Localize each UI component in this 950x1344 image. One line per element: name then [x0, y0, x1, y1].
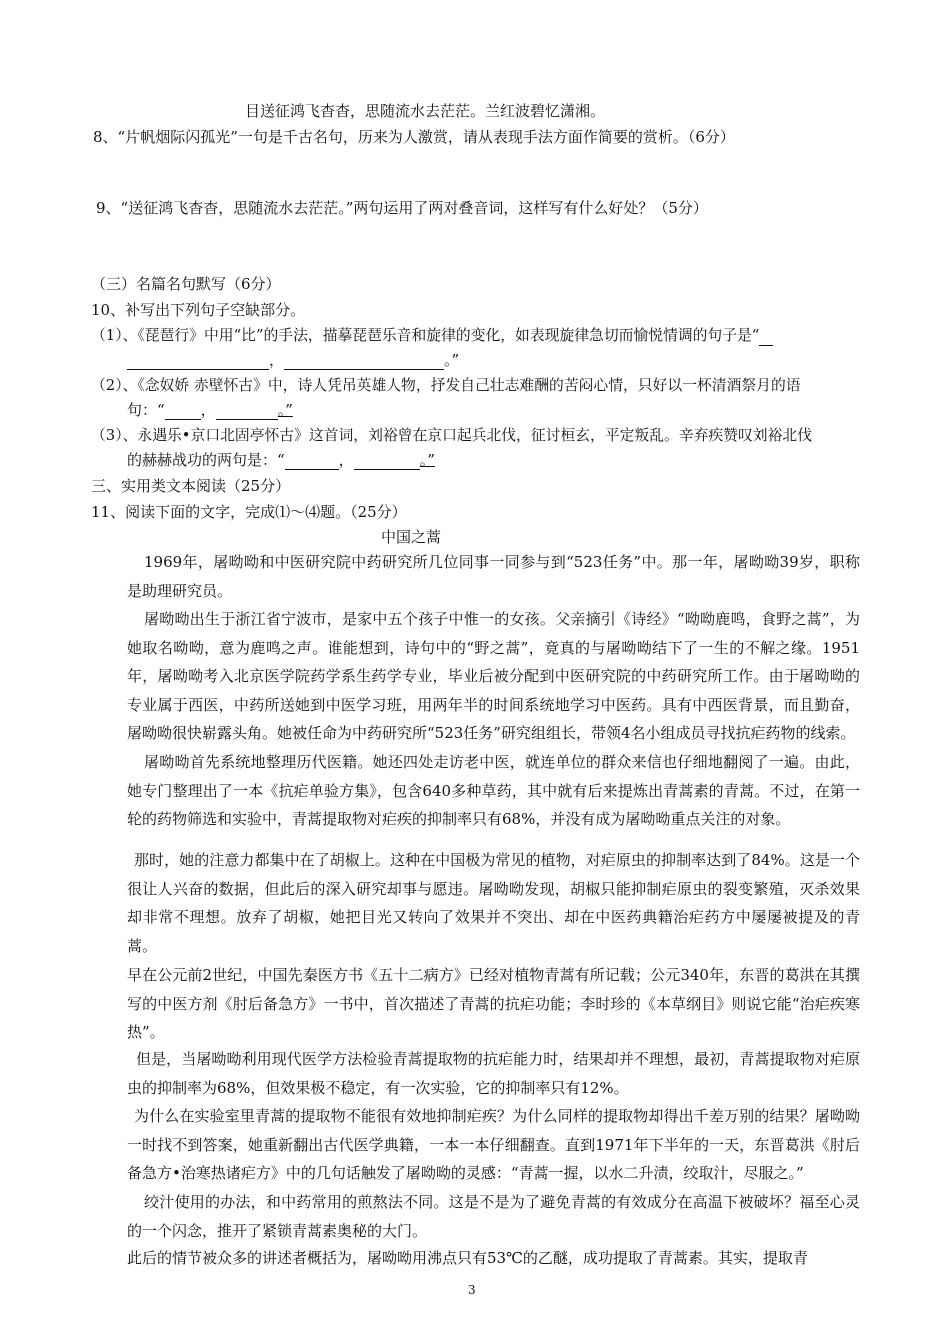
- article-paragraph-8: 绞汁使用的办法，和中药常用的煎熬法不同。这是不是为了避免青蒿的有效成分在高温下被破坏？福至心灵的一个闪念，推开了紧锁青蒿素奥秘的大门。: [127, 1193, 860, 1240]
- q10-2-blank-a[interactable]: [165, 401, 201, 420]
- article-paragraph-2: 屠呦呦出生于浙江省宁波市，是家中五个孩子中惟一的女孩。父亲摘引《诗经》“呦呦鹿鸣，食野之蒿”，为她取名呦呦，意为鹿鸣之声。谁能想到，诗句中的“野之蒿”，竟真的与屠呦呦结下了一生的不解之缘。1951年，屠呦呦考入北京医学院药学系生药学专业，毕业后被分配到中医研究院的中药研究所工作。由于屠呦呦的专业属于西医，中药所送她到中医学习班，用两年半的时间系统地学习中医药。具有中西医背景，而且勤奋，屠呦呦很快崭露头角。她被任命为中药研究所“523任务”研究组组长，带领4名小组成员寻找抗疟药物的线索。: [127, 610, 860, 742]
- question-10: 10、补写出下列句子空缺部分。: [91, 301, 306, 319]
- question-9: 9、“送征鸿飞杳杳，思随流水去茫茫。”两句运用了两对叠音词，这样写有什么好处？（5分）: [96, 199, 708, 217]
- q10-1-comma: ，: [269, 351, 285, 369]
- question-10-2-blanks: [127, 400, 293, 420]
- question-8: 8、“片帆烟际闪孤光”一句是千古名句，历来为人激赏，请从表现手法方面作简要的赏析。（6分）: [93, 128, 735, 146]
- q10-1-blank-c[interactable]: [284, 351, 444, 370]
- q10-2-end: 。”: [277, 401, 293, 419]
- q10-1-end: 。”: [444, 351, 460, 369]
- q10-3-blank-b[interactable]: [354, 451, 420, 470]
- q10-3-prefix: 的赫赫战功的两句是：“: [127, 451, 285, 469]
- question-10-1-blanks: [127, 350, 459, 370]
- part-3-heading: 三、实用类文本阅读（25分）: [91, 477, 291, 495]
- article-paragraph-7: 为什么在实验室里青蒿的提取物不能很有效地抑制疟疾？为什么同样的提取物却得出千差万别的结果？屠呦呦一时找不到答案，她重新翻出古代医学典籍，一本一本仔细翻查。直到1971年下半年的一天，东晋葛洪《肘后备急方•治寒热诸疟方》中的几句话触发了屠呦呦的灵感：“青蒿一握，以水二升渍，绞取汁，尽服之。”: [127, 1107, 860, 1182]
- article-paragraph-1: 1969年，屠呦呦和中医研究院中药研究所几位同事一同参与到“523任务”中。那一年，屠呦呦39岁，职称是助理研究员。: [127, 553, 860, 600]
- article-title: 中国之蒿: [381, 528, 442, 546]
- article-paragraph-3: 屠呦呦首先系统地整理历代医籍。她还四处走访老中医，就连单位的群众来信也仔细地翻阅了一遍。由此，她专门整理出了一本《抗疟单验方集》，包含640多种草药，其中就有后来提炼出青蒿素的青蒿。不过，在第一轮的药物筛选和实验中，青蒿提取物对疟疾的抑制率只有68%，并没有成为屠呦呦重点关注的对象。: [127, 753, 860, 828]
- q10-1-text: （1）、《琵琶行》中用“比”的手法，描摹琵琶乐音和旋律的变化，如表现旋律急切而愉悦情调的句子是“: [91, 327, 760, 344]
- q10-2-blank-b[interactable]: [216, 401, 278, 420]
- q10-2-comma: ，: [200, 401, 216, 419]
- q10-1-blank-a[interactable]: [759, 327, 773, 346]
- q10-3-blank-a[interactable]: [285, 451, 339, 470]
- question-10-3: （3）、永遇乐•京口北固亭怀古》这首词，刘裕曾在京口起兵北伐，征讨桓玄，平定叛乱。辛弃疾赞叹刘裕北伐: [91, 427, 812, 444]
- q10-2-prefix: 句：“: [127, 401, 165, 419]
- article-paragraph-5: 早在公元前2世纪，中国先秦医方书《五十二病方》已经对植物青蒿有所记载；公元340年，东晋的葛洪在其撰写的中医方剂《肘后备急方》一书中，首次描述了青蒿的抗疟功能；李时珍的《本草纲目》则说它能“治疟疾寒热”。: [127, 966, 860, 1041]
- page-number: 3: [468, 1283, 476, 1297]
- q10-3-comma: ，: [338, 451, 354, 469]
- question-10-1: [91, 326, 773, 346]
- article-paragraph-9: 此后的情节被众多的讲述者概括为，屠呦呦用沸点只有53℃的乙醚，成功提取了青蒿素。其实，提取青: [127, 1249, 808, 1267]
- question-11: 11、阅读下面的文字，完成⑴～⑷题。（25分）: [91, 503, 407, 521]
- article-paragraph-6: 但是，当屠呦呦利用现代医学方法检验青蒿提取物的抗疟能力时，结果却并不理想，最初，青蒿提取物对疟原虫的抑制率为68%，但效果极不稳定，有一次实验，它的抑制率只有12%。: [127, 1050, 860, 1097]
- article-paragraph-4: 那时，她的注意力都集中在了胡椒上。这种在中国极为常见的植物，对疟原虫的抑制率达到了84%。这是一个很让人兴奋的数据，但此后的深入研究却事与愿违。屠呦呦发现，胡椒只能抑制疟原虫的裂变繁殖，灭杀效果却非常不理想。放弃了胡椒，她把目光又转向了效果并不突出、却在中医药典籍治疟药方中屡屡被提及的青蒿。: [127, 851, 860, 955]
- question-10-2: （2）、《念奴娇 赤壁怀古》中，诗人凭吊英雄人物，抒发自己壮志难酬的苦闷心情，只好以一杯清酒祭月的语: [91, 377, 801, 394]
- question-10-3-blanks: [127, 450, 435, 470]
- q10-3-end: 。”: [419, 451, 435, 469]
- section-3-heading: （三）名篇名句默写（6分）: [91, 275, 281, 293]
- q10-1-blank-b[interactable]: [127, 351, 269, 370]
- poem-last-line: 目送征鸿飞杳杳，思随流水去茫茫。兰红波碧忆潇湘。: [245, 102, 606, 120]
